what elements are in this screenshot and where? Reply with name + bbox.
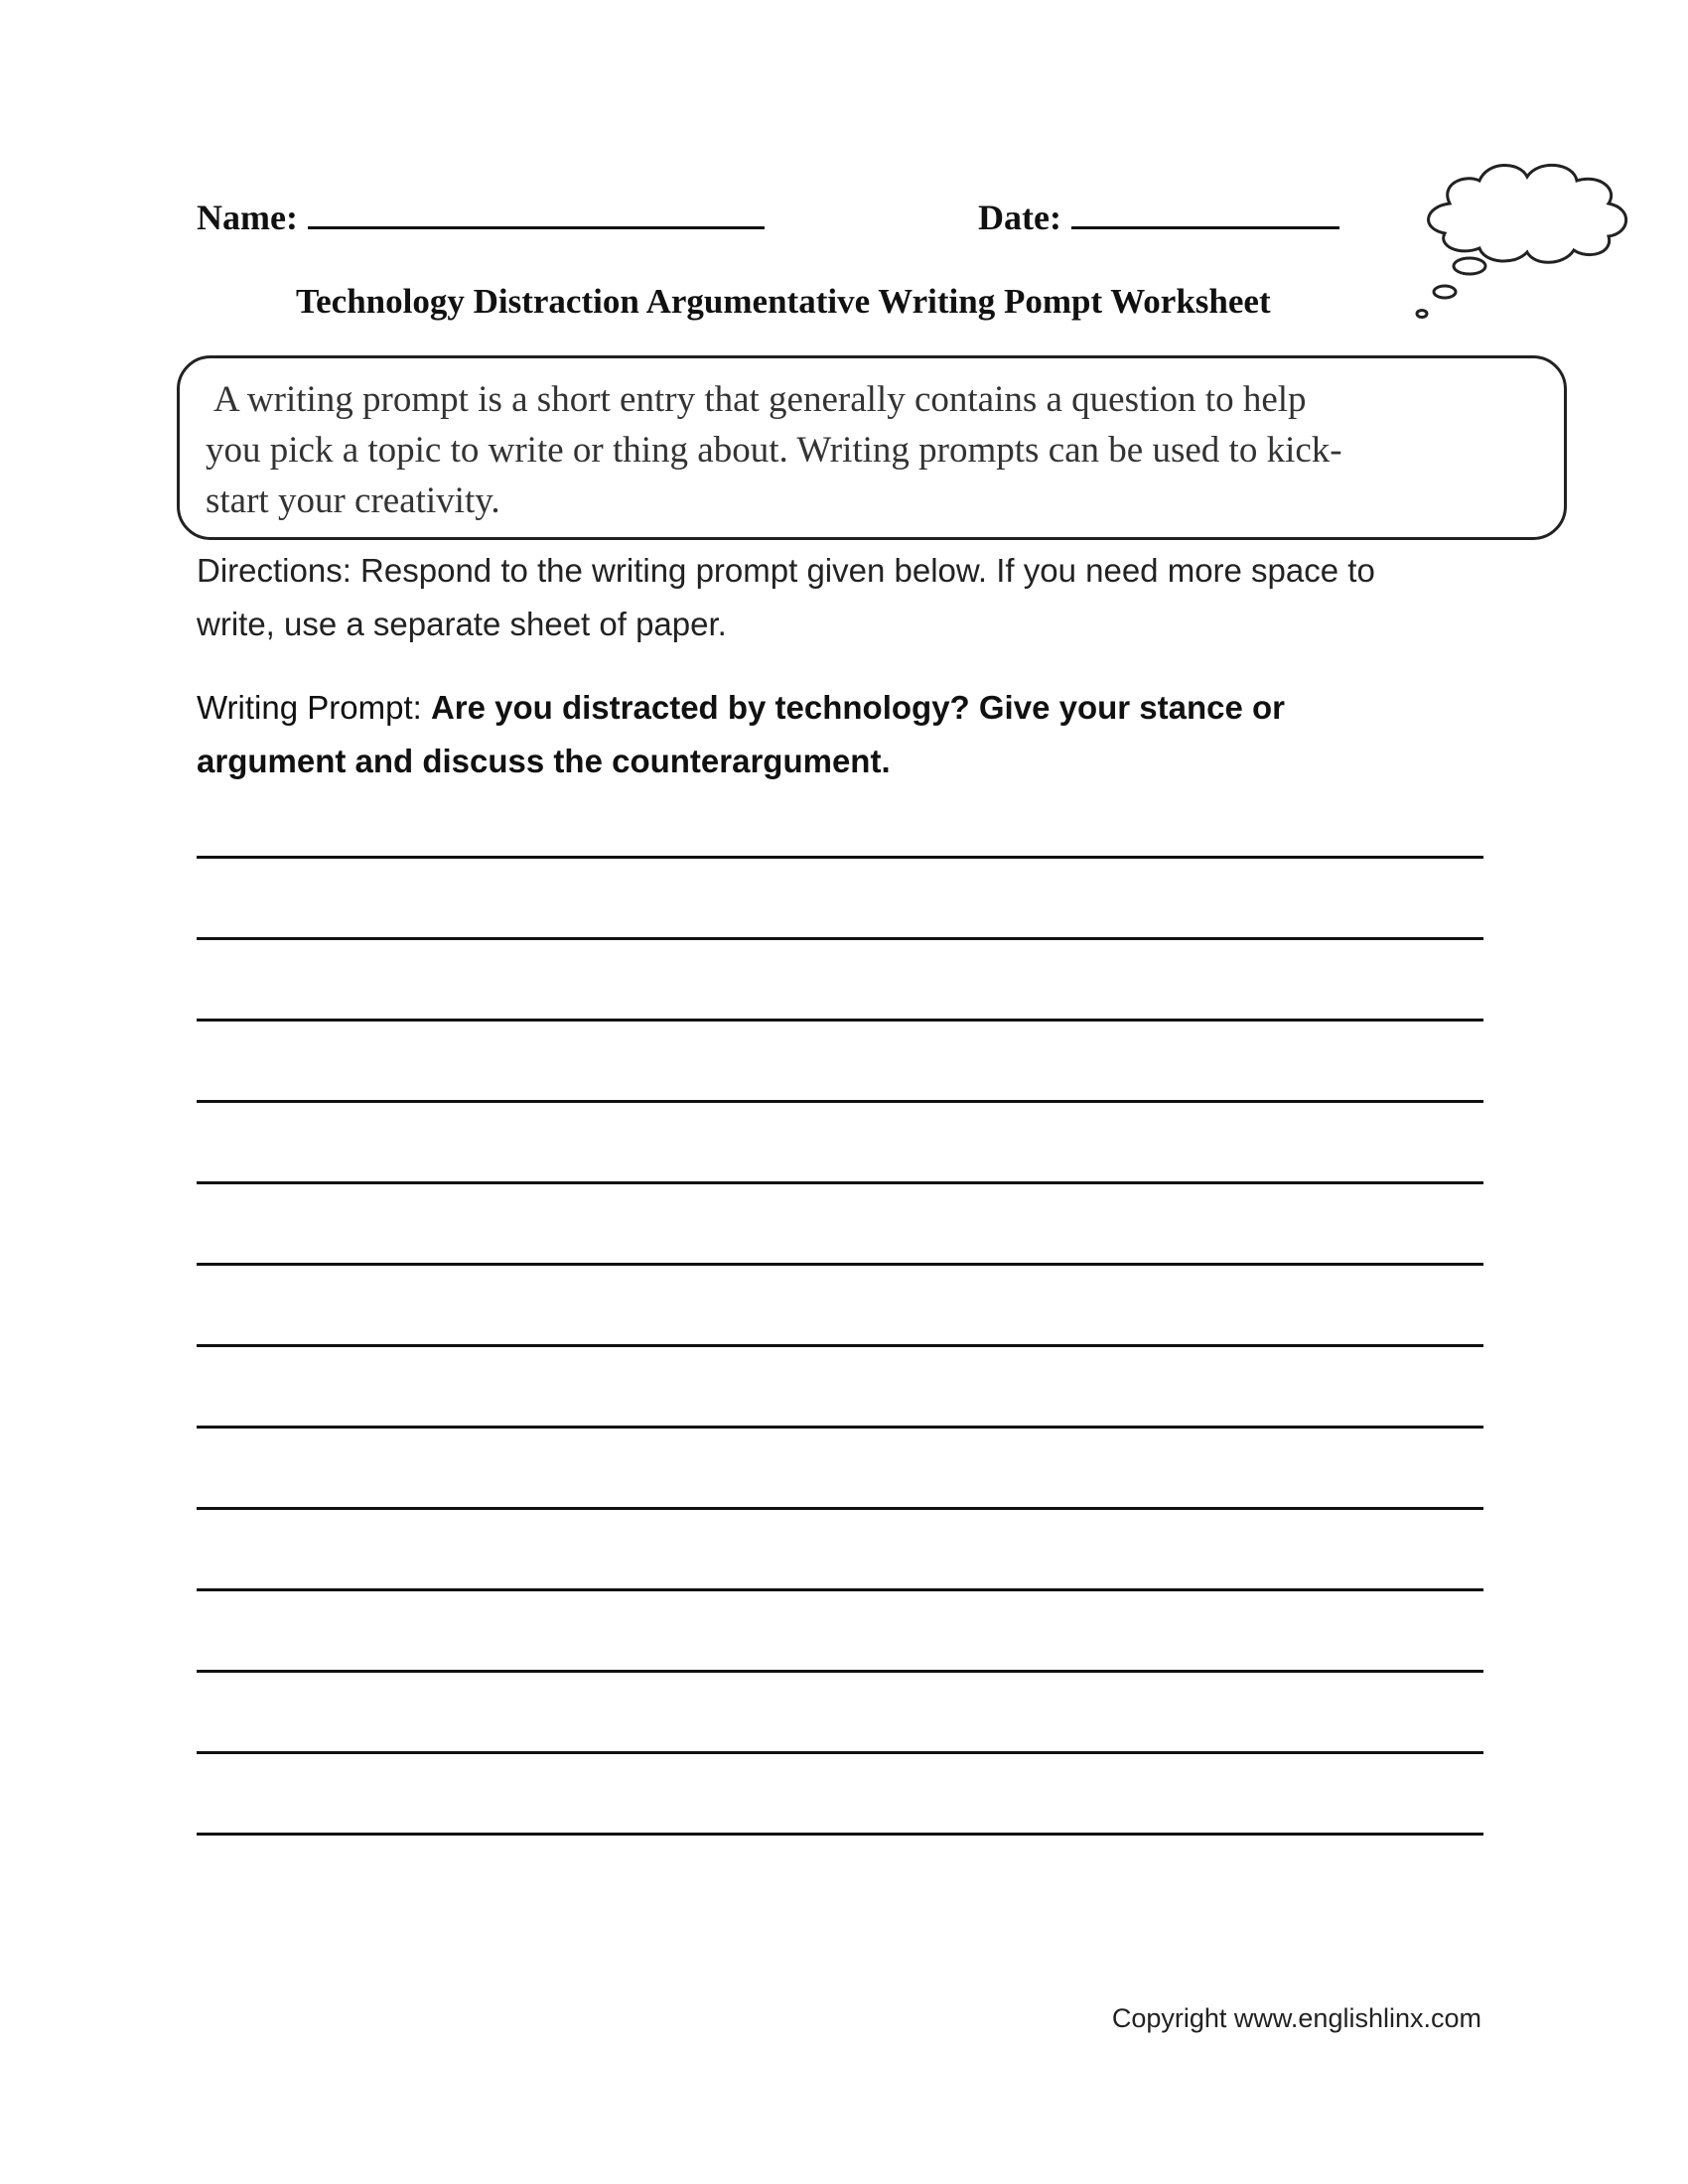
thought-bubble-icon bbox=[1410, 149, 1648, 323]
worksheet-title: Technology Distraction Argumentative Writing Pompt Worksheet bbox=[296, 282, 1271, 321]
prompt-line-1 bbox=[197, 681, 1507, 735]
writing-line[interactable] bbox=[197, 1266, 1483, 1347]
copyright-text: Copyright www.englishlinx.com bbox=[1111, 2003, 1481, 2033]
prompt-label: Writing Prompt: bbox=[197, 689, 431, 726]
writing-line[interactable] bbox=[197, 1673, 1483, 1754]
intro-line-3: start your creativity. bbox=[206, 480, 500, 521]
date-blank[interactable] bbox=[1071, 197, 1339, 229]
directions-line-2: write, use a separate sheet of paper. bbox=[197, 606, 727, 642]
writing-line[interactable] bbox=[197, 1591, 1483, 1673]
writing-line[interactable] bbox=[197, 940, 1483, 1022]
writing-line[interactable] bbox=[197, 1184, 1483, 1266]
writing-line[interactable] bbox=[197, 1103, 1483, 1184]
intro-line-2: you pick a topic to write or thing about. Writing prompts can be used to kick- bbox=[206, 430, 1342, 471]
prompt-question-part-1: Are you distracted by technology? Give your stance or bbox=[430, 689, 1285, 726]
writing-area[interactable] bbox=[197, 856, 1483, 1836]
prompt-line-2 bbox=[197, 735, 1507, 788]
intro-box bbox=[177, 355, 1567, 540]
writing-prompt bbox=[197, 681, 1507, 788]
directions bbox=[197, 544, 1507, 651]
writing-line[interactable] bbox=[197, 1022, 1483, 1103]
name-label: Name: bbox=[197, 198, 298, 237]
intro-text bbox=[206, 374, 1546, 526]
date-field[interactable] bbox=[978, 197, 1339, 238]
date-label: Date: bbox=[978, 198, 1061, 237]
intro-line-1: A writing prompt is a short entry that generally contains a question to help bbox=[213, 379, 1307, 420]
directions-line-1: Directions: Respond to the writing prompt given below. If you need more space to bbox=[197, 552, 1375, 589]
writing-line[interactable] bbox=[197, 1347, 1483, 1429]
prompt-question-part-2: argument and discuss the counterargument. bbox=[197, 743, 891, 779]
writing-line[interactable] bbox=[197, 1429, 1483, 1510]
name-blank[interactable] bbox=[308, 197, 765, 229]
writing-line[interactable] bbox=[197, 859, 1483, 940]
writing-line[interactable] bbox=[197, 1510, 1483, 1591]
name-field[interactable] bbox=[197, 197, 765, 238]
writing-line[interactable] bbox=[197, 1754, 1483, 1836]
